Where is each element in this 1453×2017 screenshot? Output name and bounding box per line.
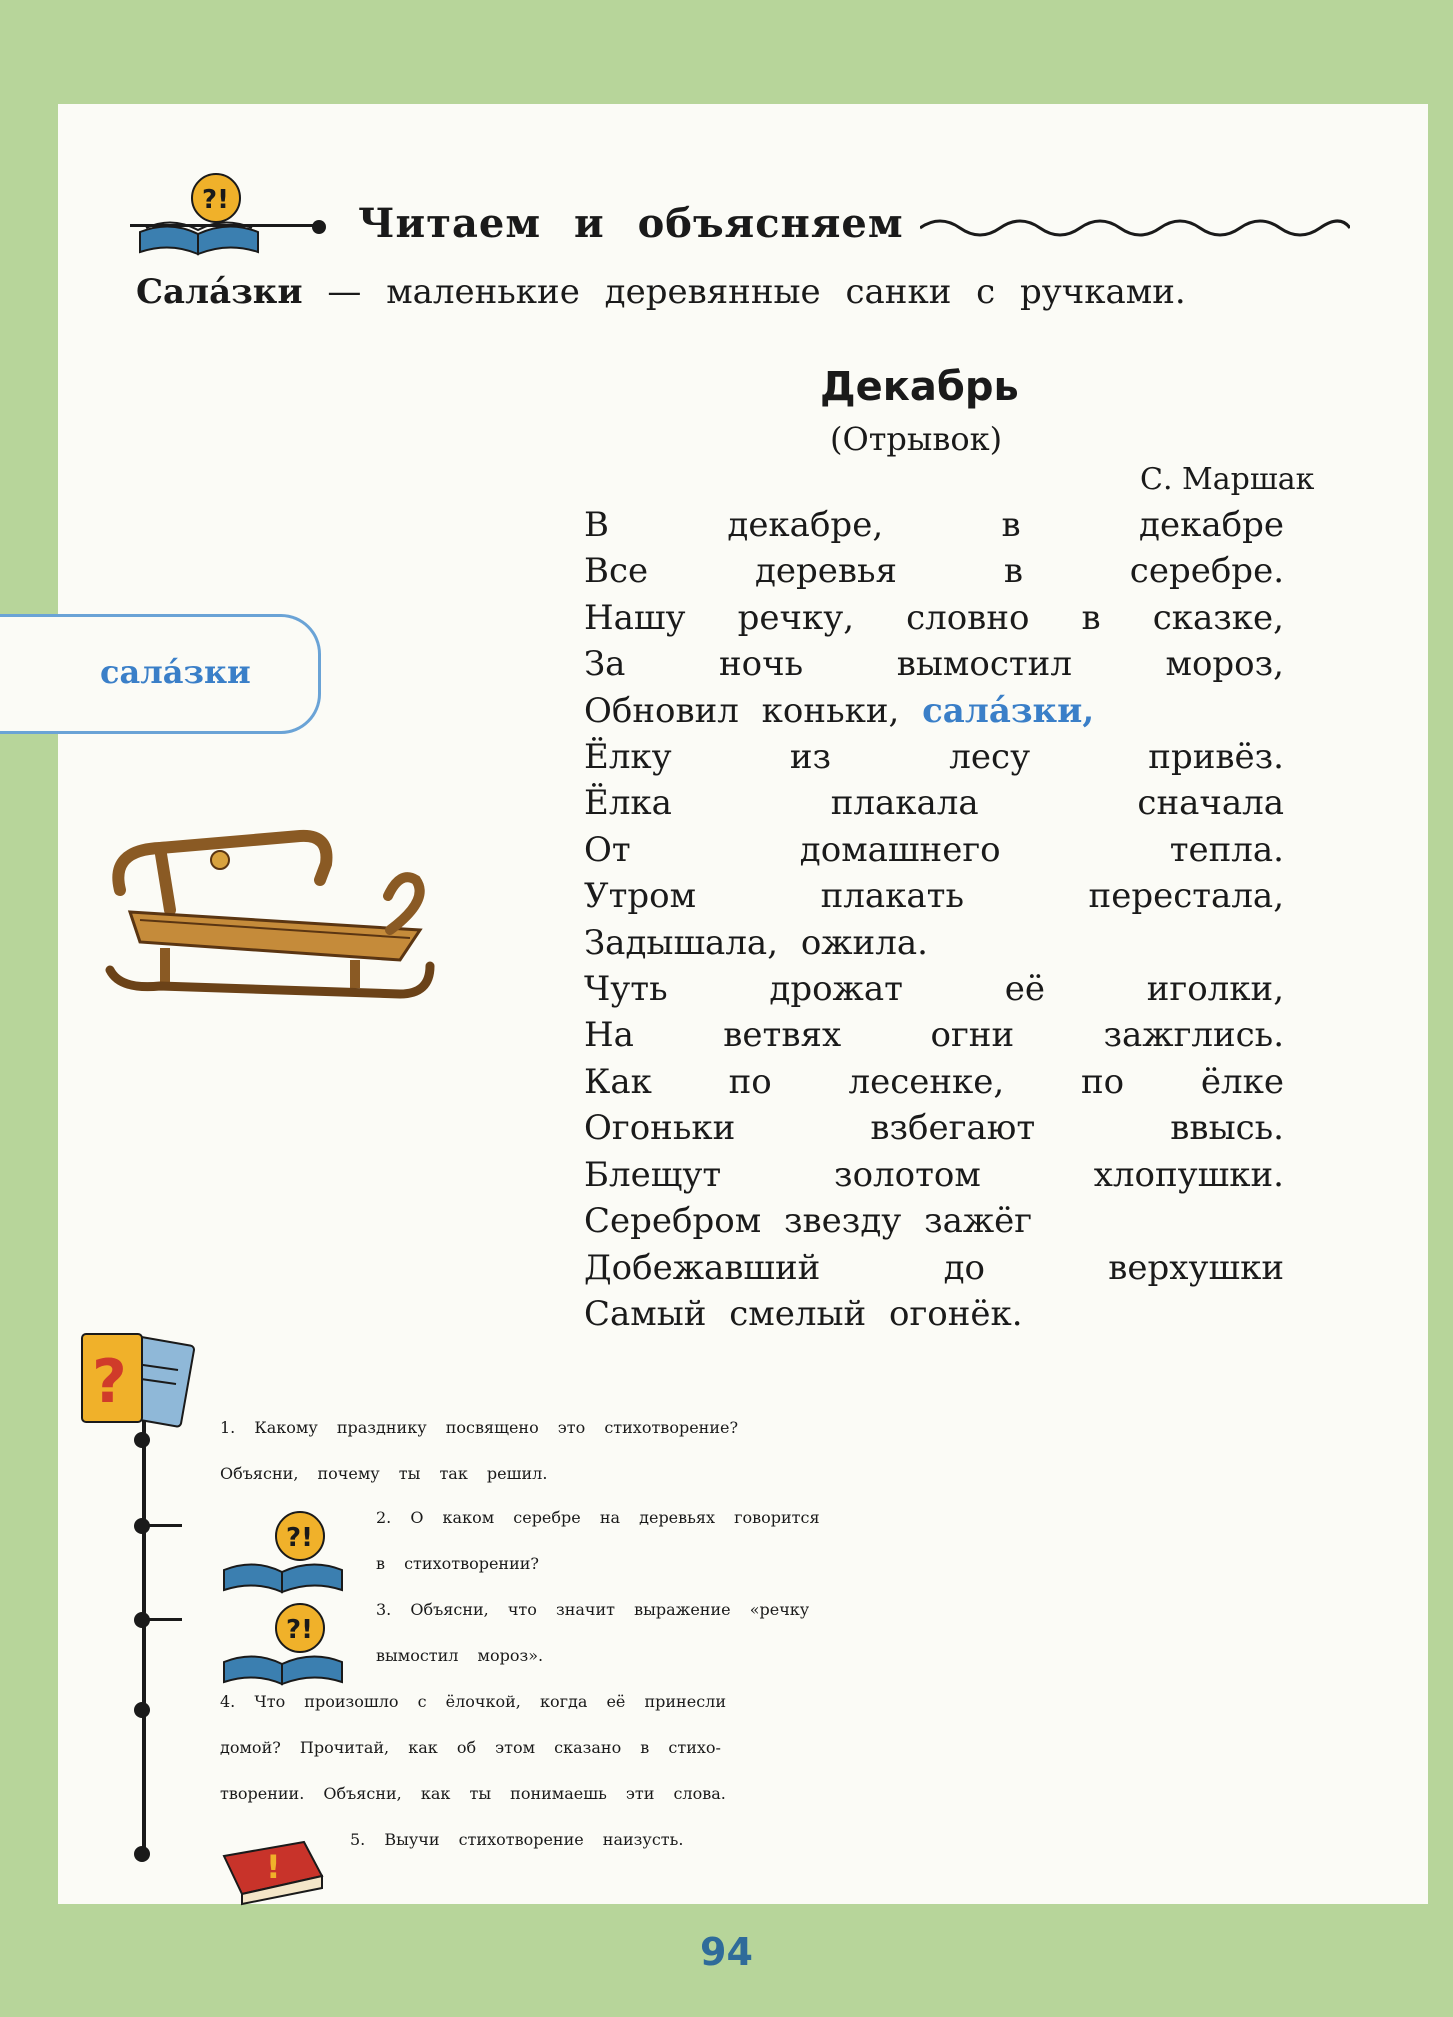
rail-bullet — [134, 1702, 150, 1718]
poem-line: Как по лесенке, по ёлке — [584, 1061, 1284, 1102]
question-text: 3. Объясни, что значит выражение «речку — [376, 1600, 810, 1619]
question-text: 1. Какому празднику посвящено это стихотворение? — [220, 1418, 739, 1437]
page-number: 94 — [700, 1930, 753, 1974]
margin-vocabulary-tab — [0, 614, 321, 734]
poem-line: Серебром звезду зажёг — [584, 1201, 1033, 1242]
poem-line: В декабре, в декабре — [584, 505, 1284, 545]
poem-author: С. Маршак — [1140, 462, 1315, 497]
question-text: домой? Прочитай, как об этом сказано в стихо- — [220, 1738, 721, 1757]
rail-divider — [142, 1524, 182, 1527]
poem-line: Блещут золотом хлопушки. — [584, 1154, 1284, 1195]
book-question-icon — [220, 1508, 350, 1602]
gloss-definition: — маленькие деревянные санки с ручками. — [327, 272, 1186, 312]
question-text: 4. Что произошло с ёлочкой, когда её принесли — [220, 1692, 726, 1711]
question-text: в стихотворении? — [376, 1554, 539, 1573]
gloss-term: Сала́зки — [136, 272, 303, 312]
poem-line: Задышала, ожила. — [584, 922, 928, 963]
heading-bullet — [312, 220, 326, 234]
svg-text:?!: ?! — [202, 185, 229, 215]
exclamation-book-icon — [218, 1836, 328, 1910]
poem-line: Ёлку из лесу привёз. — [584, 737, 1284, 778]
question-card-icon — [78, 1330, 198, 1434]
poem-body — [584, 502, 1284, 1337]
poem-subtitle: (Отрывок) — [830, 420, 1003, 458]
book-question-icon — [220, 1600, 350, 1694]
rail-bullet — [134, 1432, 150, 1448]
poem-line: Чуть дрожат её иголки, — [584, 969, 1284, 1010]
heading-rule — [130, 224, 320, 227]
poem-line: От домашнего тепла. — [584, 829, 1284, 870]
poem-line: Утром плакать перестала, — [584, 876, 1284, 917]
poem-line: На ветвях огни зажглись. — [584, 1015, 1284, 1056]
poem-line: Огоньки взбегают ввысь. — [584, 1108, 1284, 1149]
poem-title: Декабрь — [820, 364, 1019, 410]
svg-text:!: ! — [266, 1848, 281, 1886]
rail-divider — [142, 1618, 182, 1621]
question-text: 5. Выучи стихотворение наизусть. — [350, 1830, 684, 1849]
question-text: творении. Объясни, как ты понимаешь эти слова. — [220, 1784, 726, 1803]
book-question-icon — [136, 170, 266, 264]
poem-line: За ночь вымостил мороз, — [584, 644, 1284, 685]
sled-illustration — [100, 820, 440, 1004]
poem-line: Ёлка плакала сначала — [584, 783, 1284, 824]
poem-line: Обновил коньки, сала́зки, — [584, 690, 1095, 731]
margin-word: сала́зки — [100, 653, 251, 691]
question-text: 2. О каком серебре на деревьях говорится — [376, 1508, 820, 1527]
highlighted-word: сала́зки, — [922, 690, 1095, 731]
question-text: Объясни, почему ты так решил. — [220, 1464, 548, 1483]
heading-wave — [920, 206, 1350, 250]
question-text: вымостил мороз». — [376, 1646, 544, 1665]
svg-text:?!: ?! — [286, 1615, 313, 1645]
section-heading: Читаем и объясняем — [358, 200, 904, 247]
svg-text:?: ? — [92, 1347, 127, 1417]
poem-line: Добежавший до верхушки — [584, 1247, 1284, 1288]
poem-line: Все деревья в серебре. — [584, 551, 1284, 592]
poem-line: Самый смелый огонёк. — [584, 1293, 1023, 1334]
svg-text:?!: ?! — [286, 1523, 313, 1553]
rail-bullet — [134, 1846, 150, 1862]
vocabulary-gloss — [136, 272, 1186, 312]
poem-line: Нашу речку, словно в сказке, — [584, 597, 1284, 638]
